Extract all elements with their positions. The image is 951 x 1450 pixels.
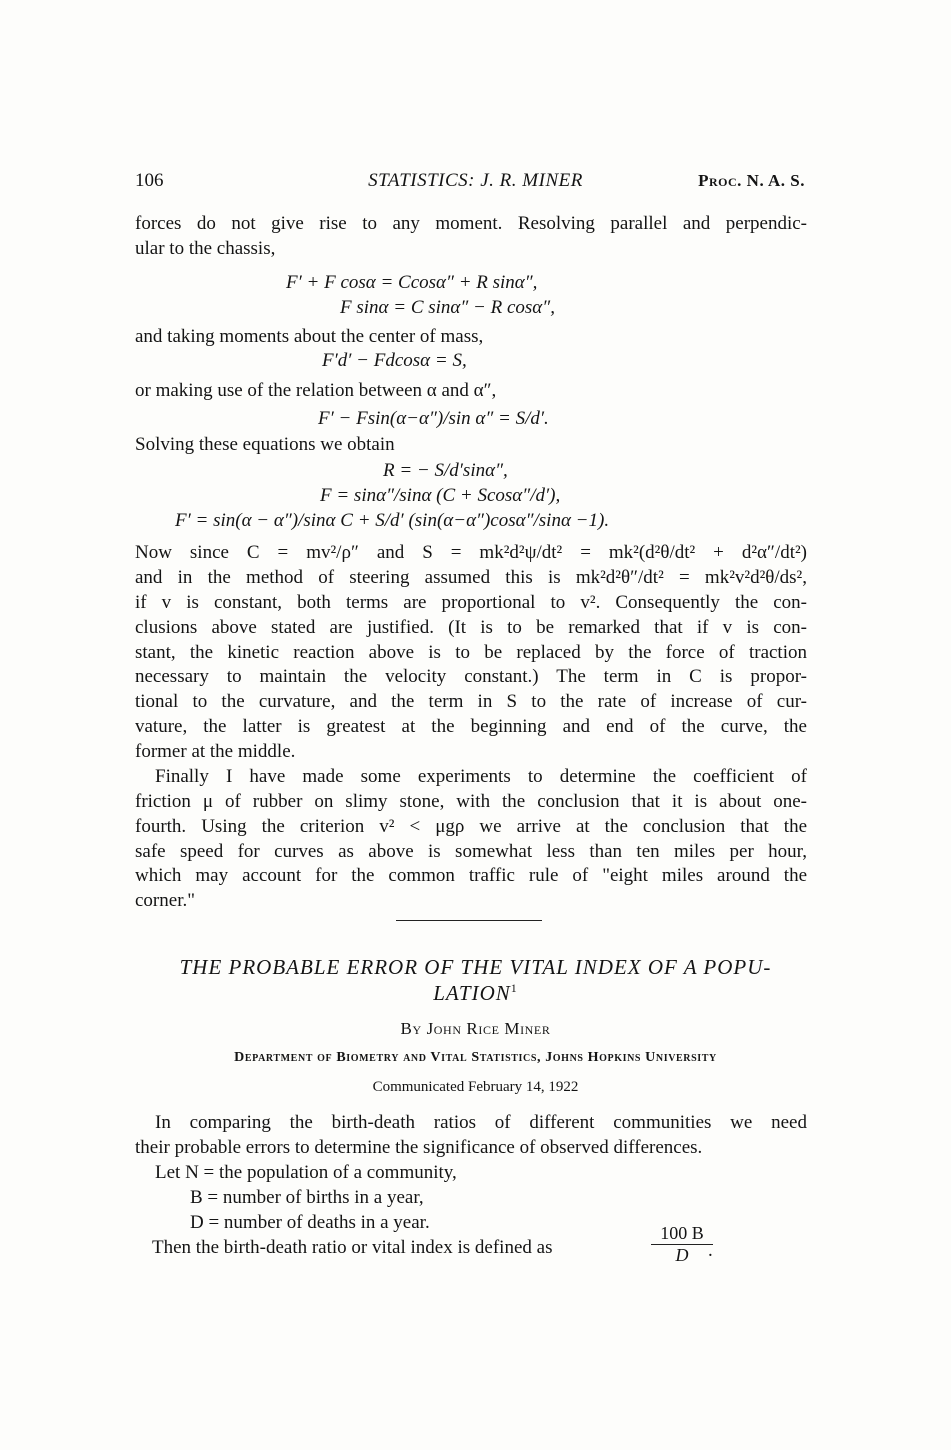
equation-6: F = sinα″/sinα (C + Scosα″/d′), bbox=[320, 485, 561, 506]
section-divider bbox=[396, 920, 542, 921]
text-line: In comparing the birth-death ratios of different communities we need bbox=[155, 1112, 807, 1133]
text-line: and in the method of steering assumed this is mk²d²θ″/dt² = mk²v²d²θ/ds², bbox=[135, 567, 807, 588]
text-line: forces do not give rise to any moment. Resolving parallel and perpendic- bbox=[135, 213, 807, 234]
text-line: stant, the kinetic reaction above is to be replaced by the force of traction bbox=[135, 642, 807, 663]
text-line: ular to the chassis, bbox=[135, 238, 276, 259]
text-line: safe speed for curves as above is somewhat less than ten miles per hour, bbox=[135, 841, 807, 862]
fraction-numerator: 100 B bbox=[651, 1223, 713, 1245]
equation-2: F sinα = C sinα″ − R cosα″, bbox=[340, 297, 555, 318]
equation-1: F′ + F cosα = Ccosα″ + R sinα″, bbox=[286, 272, 538, 293]
text-line: Then the birth-death ratio or vital index is defined as bbox=[152, 1237, 553, 1258]
journal-abbrev: Proc. N. A. S. bbox=[698, 171, 805, 190]
text-line: friction μ of rubber on slimy stone, with the conclusion that it is about one- bbox=[135, 791, 807, 812]
text-line: their probable errors to determine the significance of observed differences. bbox=[135, 1137, 703, 1158]
text-line: fourth. Using the criterion v² < μgρ we arrive at the conclusion that the bbox=[135, 816, 807, 837]
text-line: which may account for the common traffic rule of "eight miles around the bbox=[135, 865, 807, 886]
text-line: Finally I have made some experiments to determine the coefficient of bbox=[155, 766, 807, 787]
article-title-line-1: THE PROBABLE ERROR OF THE VITAL INDEX OF A POPU- bbox=[179, 955, 772, 979]
communicated-date: Communicated February 14, 1922 bbox=[372, 1079, 579, 1095]
department: Department of Biometry and Vital Statistics, Johns Hopkins University bbox=[234, 1050, 717, 1065]
text-line: Solving these equations we obtain bbox=[135, 434, 395, 455]
sentence-period: . bbox=[708, 1240, 713, 1261]
text-line: necessary to maintain the velocity constant.) The term in C is propor- bbox=[135, 666, 807, 687]
text-line: corner." bbox=[135, 890, 195, 911]
text-line: tional to the curvature, and the term in S to the rate of increase of cur- bbox=[135, 691, 807, 712]
definition-n: Let N = the population of a community, bbox=[155, 1162, 457, 1183]
text-line: or making use of the relation between α and α″, bbox=[135, 380, 497, 401]
text-line: Now since C = mv²/ρ″ and S = mk²d²ψ/dt² = mk²(d²θ/dt² + d²α″/dt²) bbox=[135, 542, 807, 563]
running-title: STATISTICS: J. R. MINER bbox=[368, 170, 583, 191]
equation-5: R = − S/d′sinα″, bbox=[383, 460, 508, 481]
text-line: clusions above stated are justified. (It is to be remarked that if v is con- bbox=[135, 617, 807, 638]
text-line: if v is constant, both terms are proportional to v². Consequently the con- bbox=[135, 592, 807, 613]
fraction-vital-index bbox=[651, 1223, 713, 1265]
fraction-denominator: D bbox=[675, 1245, 689, 1265]
equation-4: F′ − Fsin(α−α″)/sin α″ = S/d′. bbox=[318, 408, 549, 429]
text-line: vature, the latter is greatest at the beginning and end of the curve, the bbox=[135, 716, 807, 737]
equation-7: F′ = sin(α − α″)/sinα C + S/d′ (sin(α−α″)cosα″/sinα −1). bbox=[175, 510, 610, 531]
definition-b: B = number of births in a year, bbox=[190, 1187, 424, 1208]
byline: By John Rice Miner bbox=[400, 1019, 551, 1038]
equation-3: F′d′ − Fdcosα = S, bbox=[322, 350, 467, 371]
definition-d: D = number of deaths in a year. bbox=[190, 1212, 430, 1233]
text-line: former at the middle. bbox=[135, 741, 296, 762]
article-title-text: LATION bbox=[433, 981, 511, 1005]
text-line: and taking moments about the center of mass, bbox=[135, 326, 484, 347]
footnote-marker: 1 bbox=[510, 981, 518, 995]
article-title-line-2 bbox=[0, 981, 951, 1006]
page-number: 106 bbox=[135, 170, 164, 191]
